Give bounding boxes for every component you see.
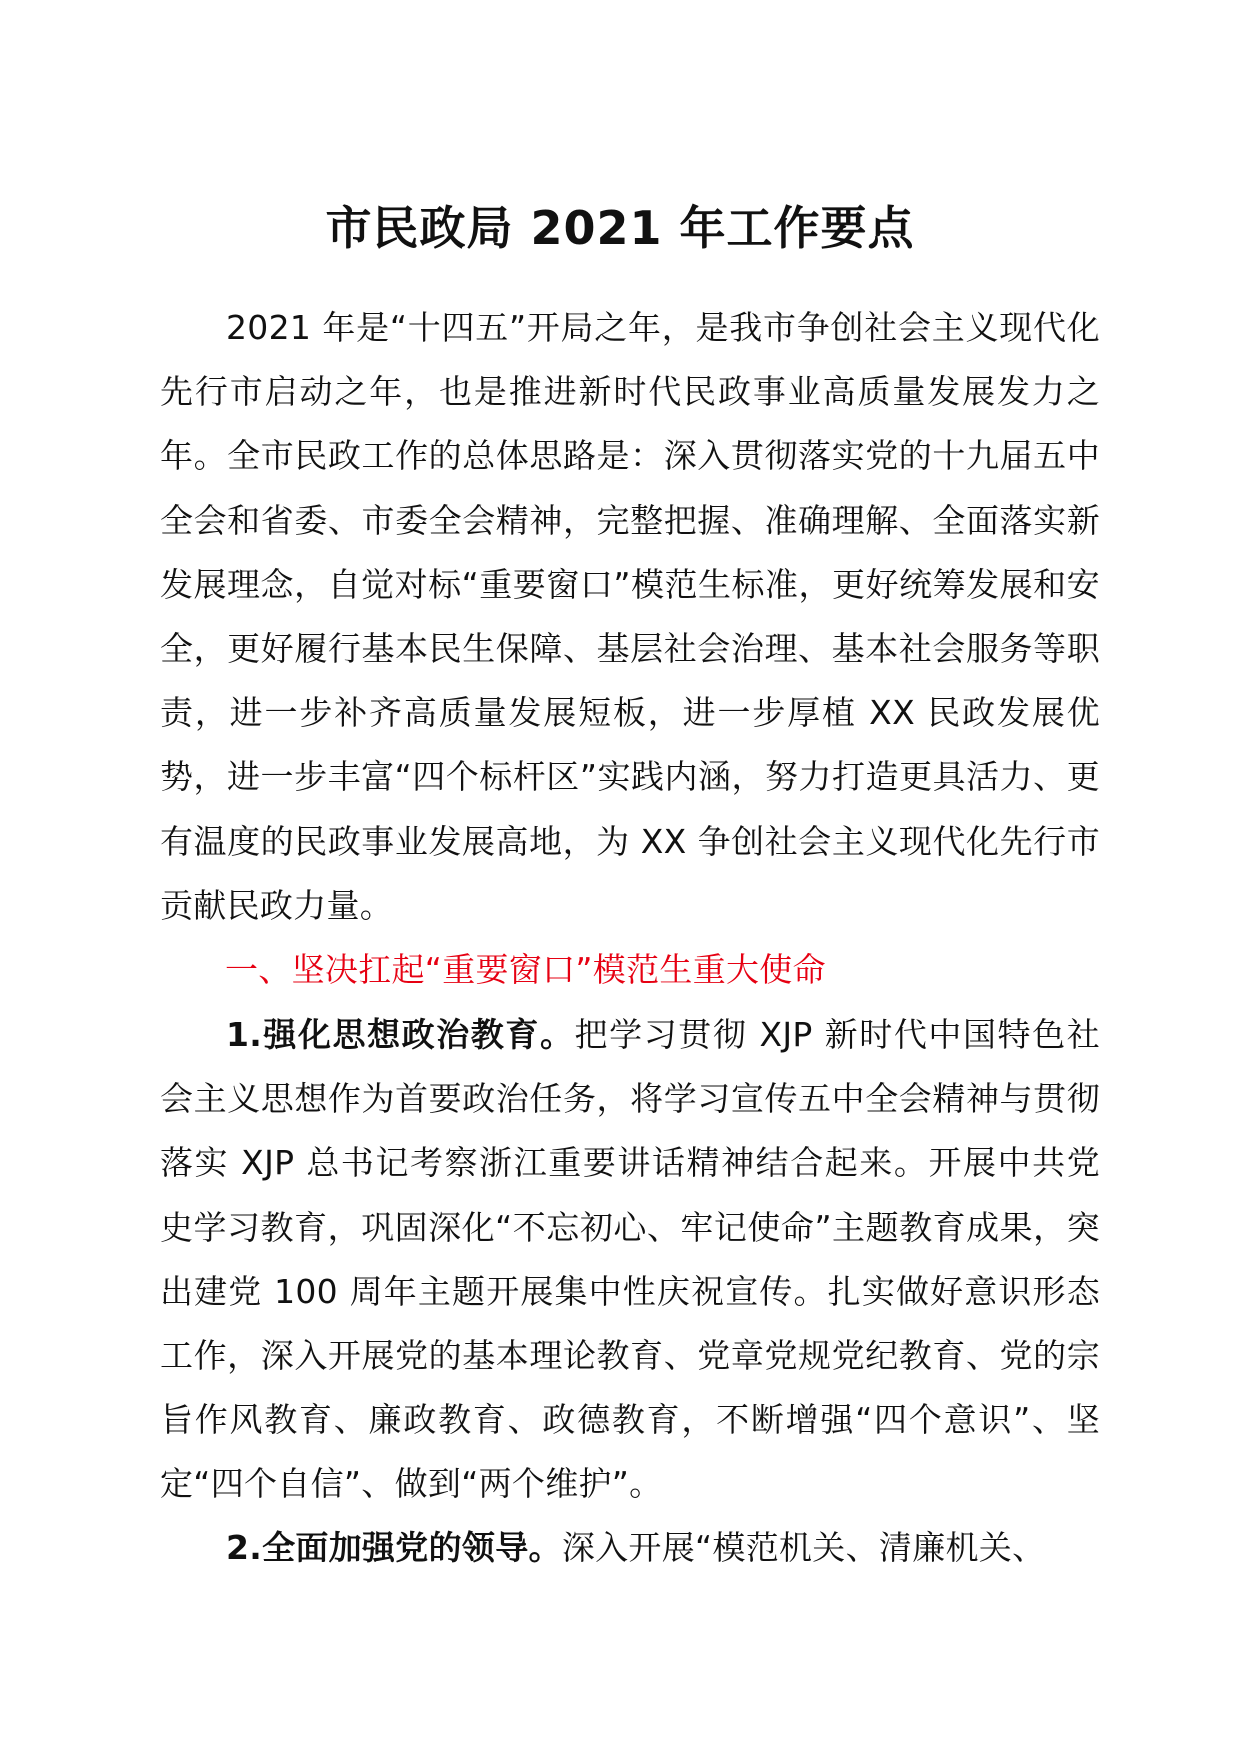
item-paragraph-2 [160, 1516, 1100, 1580]
document-title: 市民政局 2021 年工作要点 [325, 201, 915, 255]
item-title-2: 2.全面加强党的领导。 [226, 1528, 562, 1567]
intro-paragraph: 2021 年是“十四五”开局之年，是我市争创社会主义现代化先行市启动之年，也是推进新时代民政事业高质量发展发力之年。全市民政工作的总体思路是：深入贯彻落实党的十九届五中全会和省委、市委全会精神，完整把握、准确理解、全面落实新发展理念，自觉对标“重要窗口”模范生标准，更好统筹发展和安全，更好履行基本民生保障、基层社会治理、基本社会服务等职责，进一步补齐高质量发展短板，进一步厚植 XX 民政发展优势，进一步丰富“四个标杆区”实践内涵，努力打造更具活力、更有温度的民政事业发展高地，为 XX 争创社会主义现代化先行市贡献民政力量。 [160, 308, 1100, 925]
section-heading: 一、坚决扛起“重要窗口”模范生重大使命 [225, 950, 826, 989]
item-body-2: 深入开展“模范机关、清廉机关、 [561, 1528, 1046, 1567]
item-title-1: 1.强化思想政治教育。 [226, 1015, 575, 1054]
item-body-1: 把学习贯彻 XJP 新时代中国特色社会主义思想作为首要政治任务，将学习宣传五中全会精神与贯彻落实 XJP 总书记考察浙江重要讲话精神结合起来。开展中共党史学习教育，巩固深化“不忘初心、牢记使命”主题教育成果，突出建党 100 周年主题开展集中性庆祝宣传。扎实做好意识形态工作，深入开展党的基本理论教育、党章党规党纪教育、党的宗旨作风教育、廉政教育、政德教育，不断增强“四个意识”、坚定“四个自信”、做到“两个维护”。 [160, 1015, 1100, 1504]
item-paragraph-1 [160, 1003, 1100, 1517]
